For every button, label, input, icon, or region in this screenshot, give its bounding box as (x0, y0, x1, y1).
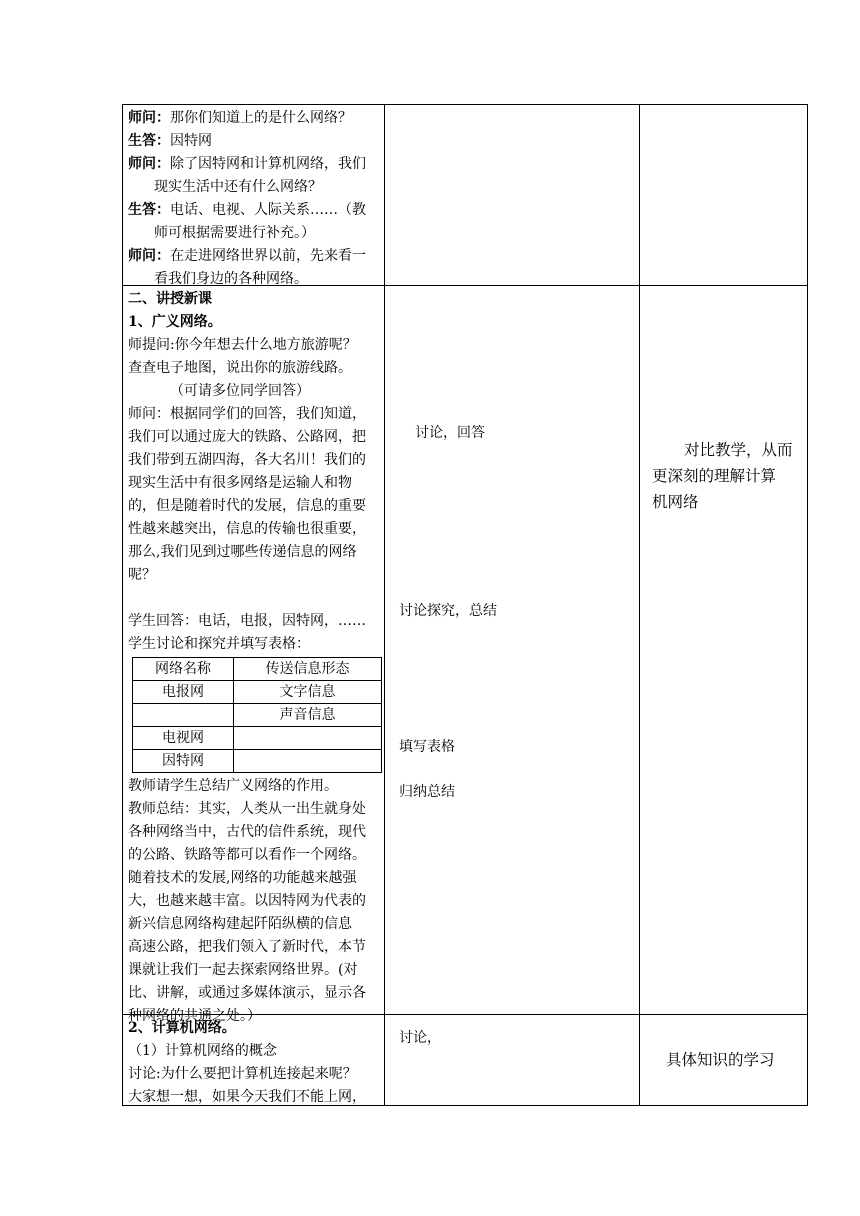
activity-note: 讨论， (399, 1030, 441, 1046)
lesson-line: 师问：根据同学们的回答，我们知道， (128, 406, 366, 422)
teacher-activity-cell (123, 286, 385, 1024)
section-heading: 二、讲授新课 (128, 291, 212, 307)
table-row (133, 704, 382, 727)
subsection-heading: 2、计算机网络。 (128, 1020, 236, 1036)
dialogue-line (128, 222, 380, 245)
table-row (123, 1015, 808, 1106)
dialogue-text: 在走进网络世界以前，先来看一 (170, 248, 366, 264)
lesson-line: （1）计算机网络的概念 (128, 1043, 277, 1059)
purpose-block (640, 1015, 807, 1105)
summary-text (128, 775, 380, 1028)
student-answer: 学生回答：电话，电报，因特网，…… (128, 613, 366, 629)
lesson-line: 现实生活中有很多网络是运输人和物 (128, 475, 352, 491)
subsection-heading: 1、广义网络。 (128, 314, 222, 330)
lesson-text (128, 334, 380, 587)
dialogue-text: 看我们身边的各种网络。 (154, 271, 308, 287)
dialogue-block (123, 105, 384, 285)
lesson-plan-table (122, 104, 808, 1106)
summary-line: 新兴信息网络构建起阡陌纵横的信息 (128, 916, 352, 932)
teacher-activity-cell (123, 105, 385, 286)
dialogue-text: 那你们知道上的是什么网络？ (170, 110, 352, 126)
design-purpose-cell (640, 1015, 808, 1106)
table-header-row (133, 658, 382, 681)
lesson-line: 呢？ (128, 567, 156, 583)
table-cell (234, 750, 382, 773)
table-cell: 文字信息 (234, 681, 382, 704)
speaker-label: 生答： (128, 202, 170, 218)
table-cell: 因特网 (133, 750, 234, 773)
dialogue-line (128, 199, 380, 222)
activity-note: 讨论探究，总结 (399, 603, 497, 619)
summary-line: 的公路、铁路等都可以看作一个网络。 (128, 847, 366, 863)
dialogue-text: 除了因特网和计算机网络，我们 (170, 156, 366, 172)
table-row (133, 750, 382, 773)
summary-line: 随着技术的发展,网络的功能越来越强 (128, 870, 357, 886)
speaker-label: 师问： (128, 156, 170, 172)
lesson-line: 的，但是随着时代的发展，信息的重要 (128, 498, 366, 514)
purpose-text: 具体知识的学习 (666, 1051, 775, 1069)
summary-line: 大，也越来越丰富。以因特网为代表的 (128, 893, 366, 909)
table-cell (133, 704, 234, 727)
table-cell (234, 727, 382, 750)
purpose-block (640, 286, 807, 1010)
summary-line: 教师总结：其实，人类从一出生就身处 (128, 801, 366, 817)
dialogue-line (128, 245, 380, 268)
activity-note: 填写表格 (399, 739, 455, 755)
dialogue-text: 因特网 (170, 133, 212, 149)
purpose-line: 对比教学，从而 (684, 441, 793, 459)
table-intro: 学生讨论和探究并填写表格： (128, 636, 310, 652)
student-activity-cell (385, 1015, 640, 1106)
table-cell: 电视网 (133, 727, 234, 750)
dialogue-line (128, 176, 380, 199)
summary-line: 各种网络当中，古代的信件系统，现代 (128, 824, 366, 840)
network-type-table (132, 657, 382, 773)
table-cell: 声音信息 (234, 704, 382, 727)
lesson-line: 性越来越突出，信息的传输也很重要， (128, 521, 366, 537)
summary-line: 比、讲解，或通过多媒体演示，显示各 (128, 985, 366, 1001)
computer-network-block (123, 1015, 384, 1105)
summary-line: 课就让我们一起去探索网络世界。(对 (128, 962, 358, 978)
dialogue-text: 电话、电视、人际关系……（教 (170, 202, 366, 218)
table-cell: 电报网 (133, 681, 234, 704)
dialogue-line (128, 153, 380, 176)
student-activity-block (385, 1015, 639, 1105)
lesson-line: 那么,我们见到过哪些传递信息的网络 (128, 544, 357, 560)
design-purpose-cell (640, 286, 808, 1015)
new-lesson-block (123, 286, 384, 1024)
table-row (133, 681, 382, 704)
design-purpose-cell (640, 105, 808, 286)
student-activity-cell (385, 286, 640, 1015)
dialogue-line (128, 130, 380, 153)
activity-note: 讨论，回答 (415, 425, 485, 441)
speaker-label: 师问： (128, 110, 170, 126)
purpose-line: 机网络 (652, 493, 699, 511)
blank-line (128, 587, 380, 610)
lesson-line: 师提问:你今年想去什么地方旅游呢？ (128, 337, 357, 353)
table-row (123, 286, 808, 1015)
activity-note: 归纳总结 (399, 784, 455, 800)
lesson-line: 我们可以通过庞大的铁路、公路网，把 (128, 429, 366, 445)
student-activity-cell (385, 105, 640, 286)
lesson-line: 讨论:为什么要把计算机连接起来呢？ (128, 1066, 357, 1082)
column-header: 网络名称 (133, 658, 234, 681)
column-header: 传送信息形态 (234, 658, 382, 681)
table-row (133, 727, 382, 750)
purpose-line: 更深刻的理解计算 (652, 467, 777, 485)
lesson-line: 查查电子地图，说出你的旅游线路。 (128, 360, 352, 376)
summary-line: 教师请学生总结广义网络的作用。 (128, 778, 338, 794)
summary-line: 高速公路，把我们领入了新时代，本节 (128, 939, 366, 955)
dialogue-text: 师可根据需要进行补充。） (154, 225, 315, 241)
summary-line: 种网络的共通之处。） (128, 1008, 261, 1024)
teacher-activity-cell (123, 1015, 385, 1106)
student-activity-block (385, 286, 639, 1014)
speaker-label: 师问： (128, 248, 170, 264)
purpose-text (644, 437, 801, 515)
lesson-line: 大家想一想，如果今天我们不能上网， (128, 1089, 366, 1105)
dialogue-line (128, 107, 380, 130)
dialogue-text: 现实生活中还有什么网络？ (154, 179, 322, 195)
lesson-line: 我们带到五湖四海，各大名川！我们的 (128, 452, 366, 468)
table-row (123, 105, 808, 286)
speaker-label: 生答： (128, 133, 170, 149)
lesson-line: （可请多位同学回答） (170, 383, 310, 399)
